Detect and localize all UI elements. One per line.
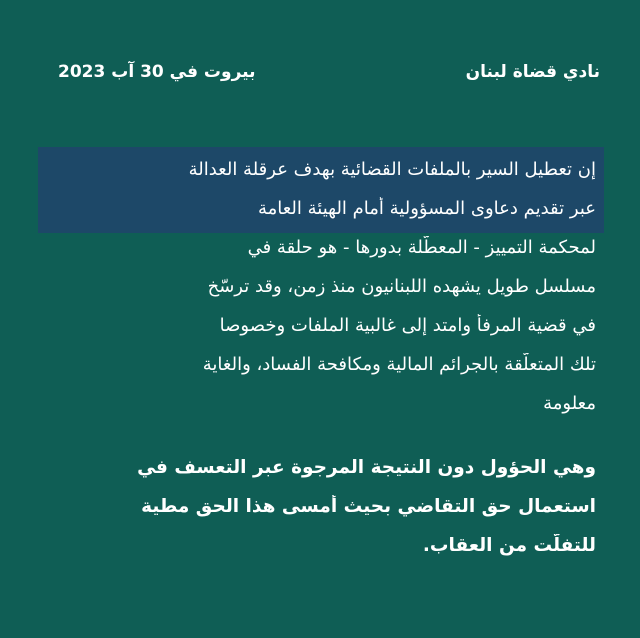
paragraph1-line: في قضية المرفأ وامتد إلى غالبية الملفات وخصوصا (219, 315, 596, 336)
letter-date: بيروت في 30 آب 2023 (58, 62, 256, 82)
club-name: نادي قضاة لبنان (465, 62, 600, 82)
paragraph1-line: معلومة (543, 393, 596, 414)
paragraph2-line: للتفلّت من العقاب. (422, 535, 596, 556)
paragraph1-line: إن تعطيل السير بالملفات القضائية بهدف عرقلة العدالة (188, 159, 596, 180)
paragraph1-line: تلك المتعلّقة بالجرائم المالية ومكافحة الفساد، والغاية (202, 354, 596, 375)
paragraph1-line: مسلسل طويل يشهده اللبنانيون منذ زمن، وقد ترسّخ (207, 276, 596, 297)
paragraph1-line: عبر تقديم دعاوى المسؤولية أمام الهيئة العامة (257, 198, 596, 219)
paragraph1-line: لمحكمة التمييز - المعطّلة بدورها - هو حلقة في (247, 237, 596, 258)
paragraph2-line: وهي الحؤول دون النتيجة المرجوة عبر التعسف في (137, 457, 596, 478)
paragraph2-line: استعمال حق التقاضي بحيث أمسى هذا الحق مطية (141, 496, 596, 517)
